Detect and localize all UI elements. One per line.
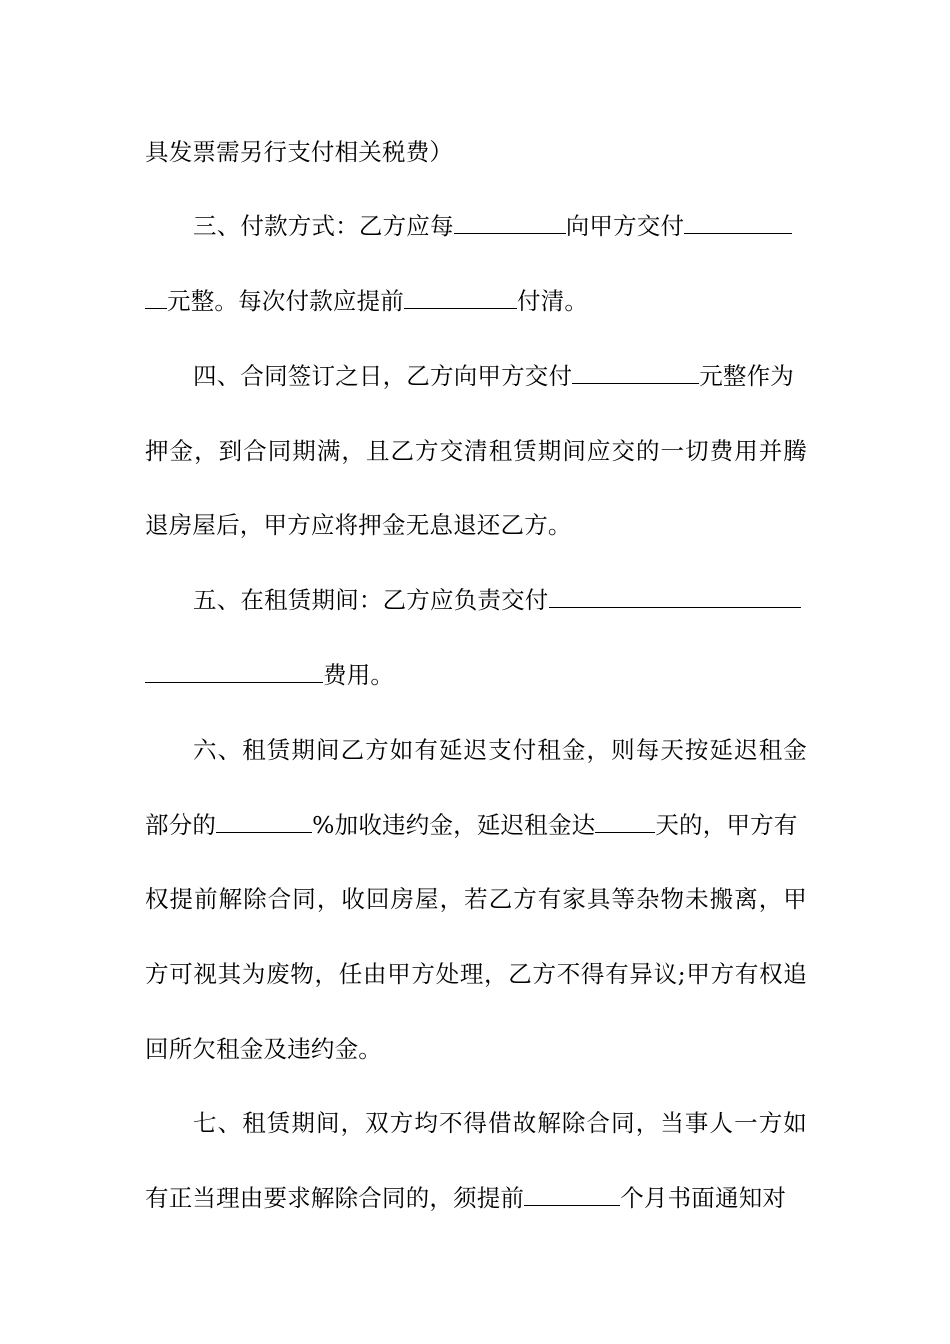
text-line (193, 585, 807, 615)
text-run: 元整作为 (699, 362, 795, 390)
text-line (193, 361, 807, 391)
fill-in-blank (549, 585, 801, 608)
text-run: 费用。 (323, 661, 395, 689)
text-run: 方可视其为废物，任由甲方处理，乙方不得有异议;甲方有权追 (145, 960, 807, 988)
text-run: 天的，甲方有 (655, 811, 798, 839)
text-line (145, 884, 807, 914)
text-run: 部分的 (145, 811, 217, 839)
text-run: 七、租赁期间，双方均不得借故解除合同，当事人一方如 (193, 1109, 807, 1137)
text-line (145, 436, 807, 466)
text-run: 退房屋后，甲方应将押金无息退还乙方。 (145, 511, 572, 539)
text-run: 五、在租赁期间：乙方应负责交付 (193, 586, 549, 614)
text-line (145, 959, 807, 989)
fill-in-blank (572, 361, 699, 384)
text-run: 回所欠租金及违约金。 (145, 1035, 382, 1063)
text-line (145, 660, 807, 690)
text-run: 付清。 (517, 287, 589, 315)
text-line (193, 735, 807, 765)
fill-in-blank (454, 211, 566, 234)
text-line (145, 810, 807, 840)
fill-in-blank (145, 286, 167, 309)
text-line (145, 1183, 807, 1213)
text-line (145, 510, 807, 540)
text-run: 有正当理由要求解除合同的，须提前 (145, 1184, 525, 1212)
text-run: 三、付款方式：乙方应每 (193, 212, 454, 240)
text-run: 六、租赁期间乙方如有延迟支付租金，则每天按延迟租金 (193, 736, 807, 764)
fill-in-blank (404, 286, 517, 309)
text-run: 四、合同签订之日，乙方向甲方交付 (193, 362, 573, 390)
fill-in-blank (524, 1183, 620, 1206)
text-run: 向甲方交付 (565, 212, 685, 240)
text-run: 元整。每次付款应提前 (167, 287, 404, 315)
text-line (145, 286, 807, 316)
text-line (193, 211, 807, 241)
text-line (145, 137, 807, 167)
text-line (145, 1034, 807, 1064)
fill-in-blank (216, 810, 312, 833)
text-run: 具发票需另行支付相关税费） (145, 138, 454, 166)
text-line (193, 1108, 807, 1138)
fill-in-blank (595, 810, 655, 833)
text-run: 权提前解除合同，收回房屋，若乙方有家具等杂物未搬离，甲 (145, 885, 807, 913)
text-run: %加收违约金，延迟租金达 (312, 811, 596, 839)
fill-in-blank (145, 660, 323, 683)
text-run: 个月书面通知对 (620, 1184, 787, 1212)
text-run: 押金，到合同期满，且乙方交清租赁期间应交的一切费用并腾 (145, 437, 807, 465)
fill-in-blank (684, 211, 792, 234)
